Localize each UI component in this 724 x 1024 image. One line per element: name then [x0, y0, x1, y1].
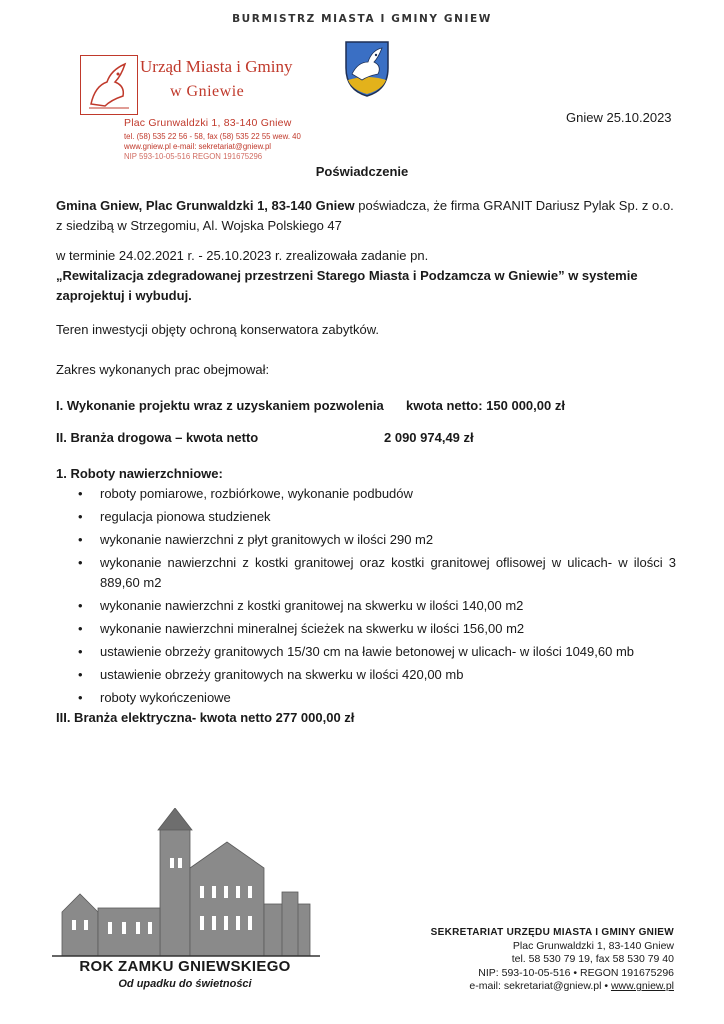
works-list-item-text: wykonanie nawierzchni mineralnej ścieżek na skwerku w ilości 156,00 m2 [100, 621, 525, 636]
works-list-item [76, 688, 676, 708]
stamp-address: Plac Grunwaldzki 1, 83-140 Gniew [124, 117, 292, 129]
letterhead-title: BURMISTRZ MIASTA I GMINY GNIEW [232, 13, 492, 25]
works-list-item [76, 665, 676, 685]
section-design-amount: kwota netto: 150 000,00 zł [406, 398, 565, 413]
attestation-paragraph [56, 196, 676, 236]
works-list-item [76, 596, 676, 616]
works-list-item-text: wykonanie nawierzchni z kostki granitowej na skwerku w ilości 140,00 m2 [100, 598, 524, 613]
issuer-name: Gmina Gniew, Plac Grunwaldzki 1, 83-140 Gniew [56, 198, 355, 213]
section-road [56, 430, 676, 445]
footer-motto: ROK ZAMKU GNIEWSKIEGO [79, 958, 291, 975]
works-list-item [76, 642, 676, 662]
bullet-icon: • [78, 486, 83, 501]
stamp-emblem-icon [80, 55, 138, 115]
contact-email: e-mail: sekretariat@gniew.pl • [469, 980, 611, 992]
bullet-icon: • [78, 532, 83, 547]
castle-illustration [52, 808, 320, 958]
section-road-amount: 2 090 974,49 zł [384, 430, 474, 445]
section-design [56, 398, 676, 413]
contact-address: Plac Grunwaldzki 1, 83-140 Gniew [512, 939, 674, 952]
task-paragraph [56, 246, 676, 306]
footer-motto-subtitle: Od upadku do świetności [118, 978, 252, 990]
stamp-title-line2: w Gniewie [170, 83, 245, 100]
scope-intro: Zakres wykonanych prac obejmował: [56, 362, 270, 377]
task-name: „Rewitalizacja zdegradowanej przestrzeni Starego Miasta i Podzamcza w Gniewie” w systemie zaprojektuj i wybuduj. [56, 268, 638, 303]
subsection-surface-works: 1. Roboty nawierzchniowe: [56, 466, 223, 481]
works-list-item-text: roboty pomiarowe, rozbiórkowe, wykonanie podbudów [100, 486, 413, 501]
works-list [76, 484, 676, 711]
works-list-item-text: wykonanie nawierzchni z płyt granitowych w ilości 290 m2 [100, 532, 434, 547]
works-list-item [76, 484, 676, 504]
attestation-text: poświadcza, że firma GRANIT Dariusz Pylak Sp. z o.o. z siedzibą w Strzegomiu, Al. Wojska Polskiego 47 [56, 198, 674, 233]
bullet-icon: • [78, 509, 83, 524]
bullet-icon: • [78, 598, 83, 613]
contact-heading: SEKRETARIAT URZĘDU MIASTA I GMINY GNIEW [430, 927, 674, 938]
task-period: w terminie 24.02.2021 r. - 25.10.2023 r. zrealizowała zadanie pn. [56, 248, 429, 263]
bullet-icon: • [78, 667, 83, 682]
contact-ids: NIP: 593-10-05-516 • REGON 191675296 [478, 966, 674, 979]
works-list-item [76, 530, 676, 550]
bullet-icon: • [78, 690, 83, 705]
stamp-title-line1: Urząd Miasta i Gminy [140, 57, 293, 76]
works-list-item-text: ustawienie obrzeży granitowych 15/30 cm na ławie betonowej w ulicach- w ilości 1049,60 mb [100, 644, 634, 659]
contact-phone: tel. 58 530 79 19, fax 58 530 79 40 [511, 953, 674, 965]
works-list-item-text: wykonanie nawierzchni z kostki granitowej oraz kostki granitowej oflisowej w ulicach- w ilości 3 889,60 m2 [100, 555, 676, 590]
section-design-label: I. Wykonanie projektu wraz z uzyskaniem pozwolenia [56, 398, 384, 413]
works-list-item [76, 507, 676, 527]
bullet-icon: • [78, 621, 83, 636]
works-list-item [76, 553, 676, 593]
heritage-note: Teren inwestycji objęty ochroną konserwatora zabytków. [56, 322, 379, 337]
footer-contact [431, 926, 674, 994]
section-electrical: III. Branża elektryczna- kwota netto 277 000,00 zł [56, 710, 355, 725]
bullet-icon: • [78, 644, 83, 659]
stamp-web: www.gniew.pl e-mail: sekretariat@gniew.pl [124, 142, 272, 151]
document-date: Gniew 25.10.2023 [566, 110, 672, 125]
works-list-item [76, 619, 676, 639]
document-title: Poświadczenie [315, 164, 409, 179]
works-list-item-text: regulacja pionowa studzienek [100, 509, 271, 524]
contact-website-link[interactable]: www.gniew.pl [610, 980, 674, 992]
stamp-ids: NIP 593-10-05-516 REGON 191675296 [124, 152, 263, 161]
works-list-item-text: roboty wykończeniowe [100, 690, 231, 705]
office-stamp [80, 55, 301, 161]
stamp-phone: tel. (58) 535 22 56 - 58, fax (58) 535 22 55 wew. 40 [124, 132, 301, 141]
section-road-label: II. Branża drogowa – kwota netto [56, 430, 259, 445]
bullet-icon: • [78, 555, 83, 570]
contact-email-line [431, 980, 674, 994]
works-list-item-text: ustawienie obrzeży granitowych na skwerku w ilości 420,00 mb [100, 667, 464, 682]
coat-of-arms-icon [342, 38, 392, 98]
